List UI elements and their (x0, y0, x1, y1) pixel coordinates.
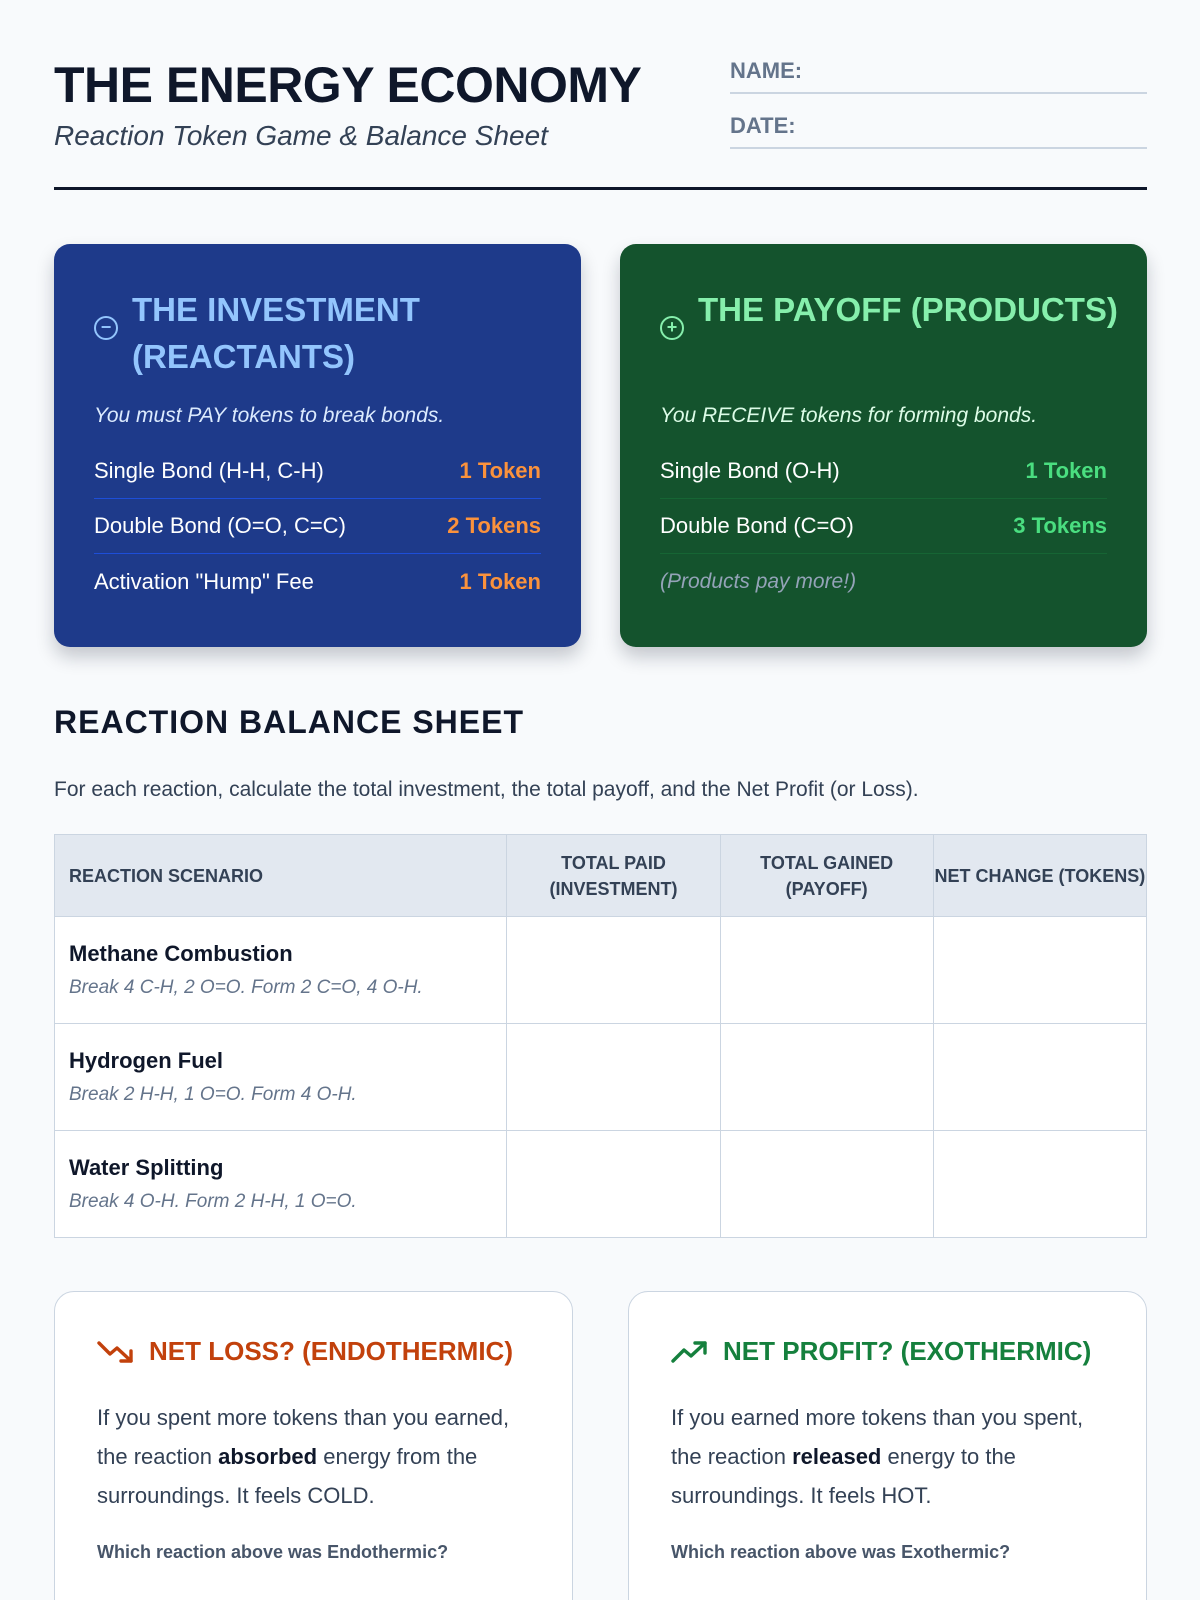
total-gained-cell[interactable] (720, 1131, 933, 1238)
total-gained-cell[interactable] (720, 1024, 933, 1131)
balance-sheet-title: REACTION BALANCE SHEET (54, 704, 525, 740)
investment-description: You must PAY tokens to break bonds. (94, 404, 445, 427)
name-label: NAME: (730, 58, 803, 83)
row-value: 1 Token (459, 458, 541, 483)
net-change-cell[interactable] (933, 1024, 1146, 1131)
header-total-gained: TOTAL GAINED (PAYOFF) (720, 835, 933, 917)
net-profit-text: If you earned more tokens than you spent, the reaction released energy to the surroundings. It feels HOT. (671, 1405, 1084, 1508)
total-paid-cell[interactable] (507, 1024, 720, 1131)
table-row (55, 1131, 1147, 1238)
scenario-cell (55, 917, 507, 1024)
header-net-change: NET CHANGE (TOKENS) (933, 835, 1146, 917)
payoff-description: You RECEIVE tokens for forming bonds. (660, 404, 1038, 427)
net-profit-box (628, 1291, 1147, 1600)
table-row (55, 917, 1147, 1024)
total-paid-cell[interactable] (507, 917, 720, 1024)
page-subtitle: Reaction Token Game & Balance Sheet (54, 120, 548, 151)
payoff-title: THE PAYOFF (PRODUCTS) (698, 291, 1118, 328)
investment-row (94, 499, 541, 554)
net-loss-title: NET LOSS? (ENDOTHERMIC) (149, 1336, 513, 1366)
header-total-paid: TOTAL PAID (INVESTMENT) (507, 835, 720, 917)
investment-title: THE INVESTMENT (REACTANTS) (132, 291, 420, 375)
row-label: Single Bond (H-H, C-H) (94, 458, 324, 483)
row-label: Double Bond (C=O) (660, 513, 854, 538)
scenario-name: Water Splitting (69, 1155, 224, 1180)
net-profit-header (671, 1336, 1091, 1367)
plus-circle-icon: + (660, 316, 684, 340)
header (54, 52, 1147, 190)
date-label: DATE: (730, 113, 796, 138)
minus-circle-icon: − (94, 316, 118, 340)
net-loss-box (54, 1291, 573, 1600)
scenario-name: Methane Combustion (69, 941, 293, 966)
row-label: Double Bond (O=O, C=C) (94, 513, 346, 538)
scenario-detail: Break 4 O-H. Form 2 H-H, 1 O=O. (69, 1191, 357, 1212)
row-label: Activation "Hump" Fee (94, 568, 314, 594)
net-loss-question: Which reaction above was Endothermic? (97, 1542, 449, 1562)
table-row (55, 1024, 1147, 1131)
scenario-cell (55, 1024, 507, 1131)
payoff-row (660, 499, 1107, 554)
worksheet-page (54, 0, 1147, 1600)
page-title: THE ENERGY ECONOMY (54, 57, 642, 113)
total-gained-cell[interactable] (720, 917, 933, 1024)
balance-sheet-description: For each reaction, calculate the total investment, the total payoff, and the Net Profit (or Loss). (54, 778, 919, 801)
header-scenario: REACTION SCENARIO (55, 835, 507, 917)
investment-rows (94, 444, 541, 609)
row-value: 1 Token (1025, 458, 1107, 483)
net-change-cell[interactable] (933, 1131, 1146, 1238)
net-profit-title: NET PROFIT? (EXOTHERMIC) (723, 1336, 1092, 1366)
investment-row (94, 444, 541, 499)
row-label: Single Bond (O-H) (660, 458, 840, 483)
trending-down-icon (97, 1339, 135, 1365)
row-value: 3 Tokens (1013, 513, 1107, 538)
payoff-note-row (660, 554, 1107, 609)
net-loss-text: If you spent more tokens than you earned, the reaction absorbed energy from the surroundings. It feels COLD. (97, 1405, 510, 1508)
scenario-name: Hydrogen Fuel (69, 1048, 224, 1073)
row-value: 2 Tokens (447, 513, 541, 538)
net-loss-header (97, 1336, 513, 1367)
investment-card (54, 244, 581, 647)
payoff-rows (660, 444, 1107, 609)
table-header-row (55, 835, 1147, 917)
payoff-row (660, 444, 1107, 499)
total-paid-cell[interactable] (507, 1131, 720, 1238)
scenario-detail: Break 4 C-H, 2 O=O. Form 2 C=O, 4 O-H. (69, 977, 423, 998)
net-change-cell[interactable] (933, 917, 1146, 1024)
payoff-note: (Products pay more!) (660, 569, 857, 593)
payoff-card (620, 244, 1147, 647)
scenario-detail: Break 2 H-H, 1 O=O. Form 4 O-H. (69, 1084, 357, 1105)
balance-sheet-table (54, 834, 1147, 1238)
investment-row (94, 554, 541, 609)
net-profit-question: Which reaction above was Exothermic? (671, 1542, 1011, 1562)
date-field[interactable] (730, 107, 1147, 149)
name-field[interactable] (730, 52, 1147, 94)
row-value: 1 Token (459, 568, 541, 594)
scenario-cell (55, 1131, 507, 1238)
trending-up-icon (671, 1339, 709, 1365)
